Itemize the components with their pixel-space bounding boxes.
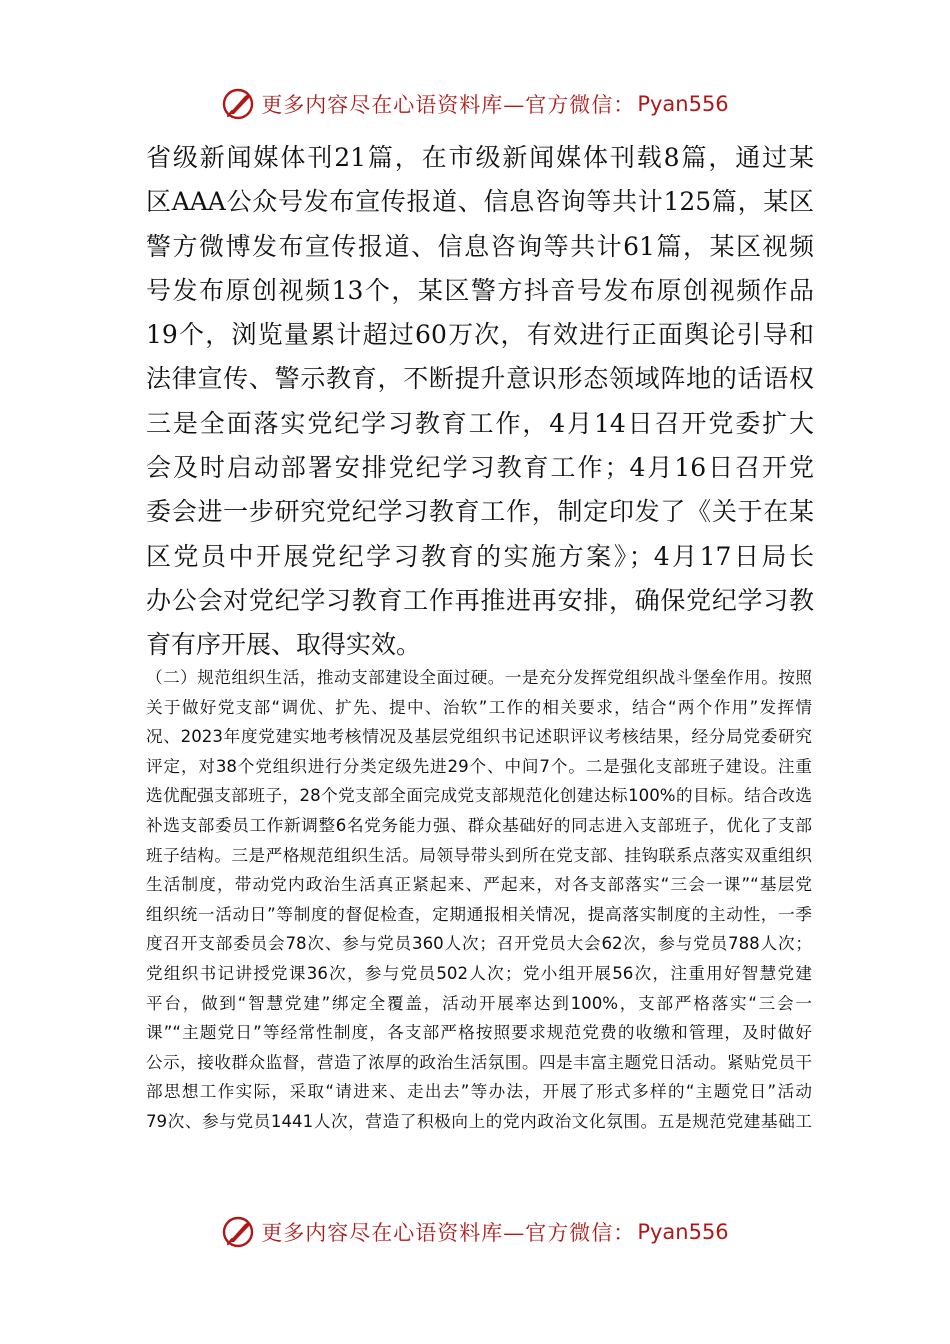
text-line: 部思想工作实际，采取“请进来、走出去”等办法，开展了形式多样的“主题党日”活动 [146,1082,812,1102]
text-line: 号发布原创视频13个，某区警方抖音号发布原创视频作品 [146,275,814,305]
text-line: 区AAA公众号发布宣传报道、信息咨询等共计125篇，某区 [146,187,814,217]
watermark-text: 更多内容尽在心语资料库—官方微信： [261,93,636,117]
watermark-wechat-id: Pyan556 [637,1220,729,1244]
text-line: 关于做好党支部“调优、扩先、提中、治软”工作的相关要求，结合“两个作用”发挥情 [146,697,812,717]
text-line: 公示，接收群众监督，营造了浓厚的政治生活氛围。四是丰富主题党日活动。紧贴党员干 [146,1052,812,1072]
paragraph-organization-life [146,663,812,1137]
watermark-text: 更多内容尽在心语资料库—官方微信： [261,1221,636,1245]
text-line: 警方微博发布宣传报道、信息咨询等共计61篇，某区视频 [146,231,814,261]
text-line: 党组织书记讲授党课36次，参与党员502人次；党小组开展56次，注重用好智慧党建 [146,963,812,983]
text-line: 三是全面落实党纪学习教育工作，4月14日召开党委扩大 [146,408,814,438]
text-line: 班子结构。三是严格规范组织生活。局领导带头到所在党支部、挂钩联系点落实双重组织 [146,845,812,865]
text-line: 组织统一活动日”等制度的督促检查，定期通报相关情况，提高落实制度的主动性，一季 [146,904,812,924]
text-line: 省级新闻媒体刊21篇，在市级新闻媒体刊载8篇，通过某 [146,143,814,172]
footer-watermark [0,1212,950,1252]
text-line: 平台，做到“智慧党建”绑定全覆盖，活动开展率达到100%，支部严格落实“三会一 [146,993,812,1013]
text-line: 况、2023年度党建实地考核情况及基层党组织书记述职评议考核结果，经分局党委研究 [146,727,812,747]
text-line: 会及时启动部署安排党纪学习教育工作；4月16日召开党 [146,453,814,483]
paragraph-media-and-discipline [146,136,814,668]
text-line: 79次、参与党员1441人次，营造了积极向上的党内政治文化氛围。五是规范党建基础工 [146,1111,812,1131]
text-line: 法律宣传、警示教育，不断提升意识形态领域阵地的话语权 [146,364,814,394]
text-line: 课”“主题党日”等经常性制度，各支部严格按照要求规范党费的收缴和管理，及时做好 [146,1023,812,1043]
text-line: （二）规范组织生活，推动支部建设全面过硬。一是充分发挥党组织战斗堡垒作用。按照 [146,668,812,687]
text-line: 生活制度，带动党内政治生活真正紧起来、严起来，对各支部落实“三会一课”“基层党 [146,875,812,895]
text-line: 委会进一步研究党纪学习教育工作，制定印发了《关于在某 [146,497,814,527]
text-line: 评定，对38个党组织进行分类定级先进29个、中间7个。二是强化支部班子建设。注重 [146,756,812,776]
header-watermark [0,84,950,124]
quill-pen-logo-icon [221,87,255,121]
text-line: 19个，浏览量累计超过60万次，有效进行正面舆论引导和 [146,320,814,350]
text-line: 办公会对党纪学习教育工作再推进再安排，确保党纪学习教 [146,585,814,615]
text-line: 度召开支部委员会78次、参与党员360人次；召开党员大会62次，参与党员788人次； [146,934,812,954]
text-line: 补选支部委员工作新调整6名党务能力强、群众基础好的同志进入支部班子，优化了支部 [146,815,812,835]
text-line: 育有序开展、取得实效。 [146,630,422,660]
text-line: 选优配强支部班子，28个党支部全面完成党支部规范化创建达标100%的目标。结合改选 [146,786,812,806]
text-line: 区党员中开展党纪学习教育的实施方案》；4月17日局长 [146,541,814,571]
watermark-wechat-id: Pyan556 [637,92,729,116]
quill-pen-logo-icon [221,1215,255,1249]
